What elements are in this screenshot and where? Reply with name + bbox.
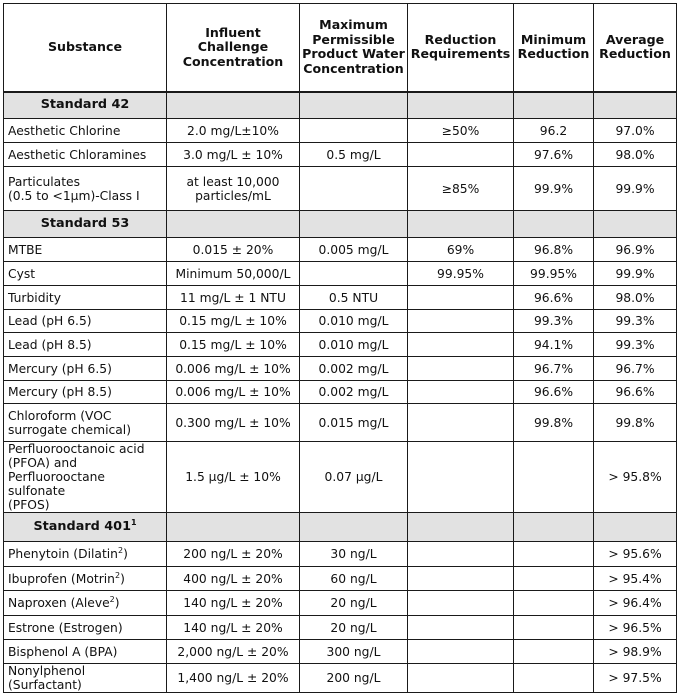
contaminant-reduction-table (3, 3, 677, 693)
reduction-requirement-cell: 69% (408, 238, 514, 262)
max-permissible-cell: 60 ng/L (300, 567, 408, 591)
average-reduction-cell: > 96.5% (594, 616, 677, 640)
influent-cell: 0.15 mg/L ± 10% (167, 333, 300, 357)
max-permissible-cell: 0.010 mg/L (300, 310, 408, 333)
average-reduction-cell: > 96.4% (594, 591, 677, 616)
influent-cell: 1.5 μg/L ± 10% (167, 442, 300, 513)
max-permissible-cell: 0.5 NTU (300, 286, 408, 310)
section-title: Standard 42 (4, 92, 167, 119)
minimum-reduction-cell (514, 442, 594, 513)
max-permissible-cell (300, 119, 408, 143)
influent-cell: 400 ng/L ± 20% (167, 567, 300, 591)
average-reduction-cell: > 97.5% (594, 664, 677, 693)
minimum-reduction-cell: 99.9% (514, 167, 594, 211)
table-row (4, 640, 677, 664)
section-blank-cell (408, 211, 514, 238)
section-blank-cell (167, 92, 300, 119)
section-title: Standard $401^1$ (4, 513, 167, 542)
substance-cell: Ibuprofen (Motrin$^2$) (4, 567, 167, 591)
reduction-requirement-cell (408, 333, 514, 357)
reduction-requirement-cell (408, 404, 514, 442)
substance-cell: Turbidity (4, 286, 167, 310)
substance-cell: Cyst (4, 262, 167, 286)
max-permissible-cell: 20 ng/L (300, 616, 408, 640)
influent-cell: 0.300 mg/L ± 10% (167, 404, 300, 442)
reduction-requirement-cell (408, 310, 514, 333)
average-reduction-cell: 96.6% (594, 381, 677, 404)
influent-cell: Minimum 50,000/L (167, 262, 300, 286)
reduction-requirement-cell (408, 616, 514, 640)
reduction-requirement-cell: ≥85% (408, 167, 514, 211)
average-reduction-cell: 98.0% (594, 143, 677, 167)
max-permissible-cell: 0.010 mg/L (300, 333, 408, 357)
section-blank-cell (408, 92, 514, 119)
header-influent-challenge-concentration: Influent Challenge Concentration (167, 4, 300, 92)
substance-cell: Nonylphenol (Surfactant) (4, 664, 167, 693)
substance-cell: Mercury (pH 6.5) (4, 357, 167, 381)
table-row (4, 381, 677, 404)
minimum-reduction-cell: 97.6% (514, 143, 594, 167)
average-reduction-cell: > 95.6% (594, 542, 677, 567)
influent-cell: 2.0 mg/L±10% (167, 119, 300, 143)
table-row (4, 119, 677, 143)
minimum-reduction-cell (514, 616, 594, 640)
minimum-reduction-cell (514, 640, 594, 664)
reduction-requirement-cell (408, 143, 514, 167)
section-blank-cell (514, 211, 594, 238)
influent-cell: 140 ng/L ± 20% (167, 591, 300, 616)
table-row (4, 542, 677, 567)
minimum-reduction-cell: 96.6% (514, 286, 594, 310)
table-row (4, 591, 677, 616)
influent-cell: 200 ng/L ± 20% (167, 542, 300, 567)
max-permissible-cell: 20 ng/L (300, 591, 408, 616)
max-permissible-cell: 0.002 mg/L (300, 381, 408, 404)
section-blank-cell (594, 211, 677, 238)
reduction-requirement-cell (408, 286, 514, 310)
substance-cell: Estrone (Estrogen) (4, 616, 167, 640)
minimum-reduction-cell (514, 664, 594, 693)
section-blank-cell (167, 211, 300, 238)
max-permissible-cell (300, 167, 408, 211)
minimum-reduction-cell (514, 591, 594, 616)
average-reduction-cell: 97.0% (594, 119, 677, 143)
section-title: Standard 53 (4, 211, 167, 238)
substance-cell: Bisphenol A (BPA) (4, 640, 167, 664)
header-substance: Substance (4, 4, 167, 92)
max-permissible-cell: 0.005 mg/L (300, 238, 408, 262)
reduction-requirement-cell (408, 591, 514, 616)
average-reduction-cell: > 95.8% (594, 442, 677, 513)
reduction-requirement-cell (408, 542, 514, 567)
max-permissible-cell: 0.015 mg/L (300, 404, 408, 442)
header-maximum-permissible-concentration: Maximum Permissible Product Water Concentration (300, 4, 408, 92)
average-reduction-cell: > 98.9% (594, 640, 677, 664)
section-blank-cell (300, 513, 408, 542)
table-row (4, 143, 677, 167)
influent-cell: at least 10,000 particles/mL (167, 167, 300, 211)
footnote-marker: 1 (130, 518, 137, 527)
average-reduction-cell: 99.9% (594, 262, 677, 286)
influent-cell: 0.006 mg/L ± 10% (167, 381, 300, 404)
section-blank-cell (514, 92, 594, 119)
reduction-requirement-cell (408, 664, 514, 693)
substance-cell: Lead (pH 6.5) (4, 310, 167, 333)
header-minimum-reduction: Minimum Reduction (514, 4, 594, 92)
section-blank-cell (300, 92, 408, 119)
influent-cell: 140 ng/L ± 20% (167, 616, 300, 640)
section-header-row (4, 513, 677, 542)
table-row (4, 310, 677, 333)
minimum-reduction-cell: 96.8% (514, 238, 594, 262)
average-reduction-cell: 96.7% (594, 357, 677, 381)
minimum-reduction-cell: 99.95% (514, 262, 594, 286)
substance-cell: MTBE (4, 238, 167, 262)
max-permissible-cell: 0.07 μg/L (300, 442, 408, 513)
max-permissible-cell: 300 ng/L (300, 640, 408, 664)
average-reduction-cell: 98.0% (594, 286, 677, 310)
reduction-requirement-cell (408, 442, 514, 513)
average-reduction-cell: 99.9% (594, 167, 677, 211)
footnote-marker: 2 (117, 546, 124, 555)
average-reduction-cell: 96.9% (594, 238, 677, 262)
substance-cell: Perfluorooctanoic acid (PFOA) and Perfluorooctane sulfonate (PFOS) (4, 442, 167, 513)
average-reduction-cell: 99.3% (594, 310, 677, 333)
table-row (4, 616, 677, 640)
max-permissible-cell (300, 262, 408, 286)
substance-cell: Aesthetic Chlorine (4, 119, 167, 143)
minimum-reduction-cell (514, 542, 594, 567)
max-permissible-cell: 200 ng/L (300, 664, 408, 693)
table-row (4, 357, 677, 381)
reduction-requirement-cell (408, 381, 514, 404)
header-average-reduction: Average Reduction (594, 4, 677, 92)
substance-cell: Particulates (0.5 to <1μm)-Class I (4, 167, 167, 211)
substance-cell: Phenytoin (Dilatin$^2$) (4, 542, 167, 567)
influent-cell: 0.15 mg/L ± 10% (167, 310, 300, 333)
header-row (4, 4, 677, 92)
reduction-requirement-cell (408, 640, 514, 664)
section-header-row (4, 92, 677, 119)
table-row (4, 167, 677, 211)
substance-cell: Mercury (pH 8.5) (4, 381, 167, 404)
minimum-reduction-cell (514, 567, 594, 591)
footnote-marker: 2 (109, 595, 115, 604)
substance-cell: Chloroform (VOC surrogate chemical) (4, 404, 167, 442)
average-reduction-cell: > 95.4% (594, 567, 677, 591)
table-row (4, 238, 677, 262)
max-permissible-cell: 30 ng/L (300, 542, 408, 567)
table-row (4, 664, 677, 693)
max-permissible-cell: 0.002 mg/L (300, 357, 408, 381)
minimum-reduction-cell: 94.1% (514, 333, 594, 357)
reduction-requirement-cell: ≥50% (408, 119, 514, 143)
header-reduction-requirements: Reduction Requirements (408, 4, 514, 92)
section-header-row (4, 211, 677, 238)
influent-cell: 2,000 ng/L ± 20% (167, 640, 300, 664)
substance-cell: Aesthetic Chloramines (4, 143, 167, 167)
section-blank-cell (167, 513, 300, 542)
footnote-marker: 2 (114, 570, 121, 580)
table-row (4, 286, 677, 310)
table-row (4, 262, 677, 286)
table-row (4, 333, 677, 357)
section-blank-cell (594, 513, 677, 542)
table-row (4, 404, 677, 442)
minimum-reduction-cell: 96.2 (514, 119, 594, 143)
substance-cell: Naproxen (Aleve$^2$) (4, 591, 167, 616)
section-blank-cell (300, 211, 408, 238)
average-reduction-cell: 99.8% (594, 404, 677, 442)
influent-cell: 1,400 ng/L ± 20% (167, 664, 300, 693)
table-body (4, 92, 677, 693)
influent-cell: 0.015 ± 20% (167, 238, 300, 262)
section-blank-cell (514, 513, 594, 542)
reduction-requirement-cell: 99.95% (408, 262, 514, 286)
average-reduction-cell: 99.3% (594, 333, 677, 357)
table-row (4, 442, 677, 513)
influent-cell: 3.0 mg/L ± 10% (167, 143, 300, 167)
substance-cell: Lead (pH 8.5) (4, 333, 167, 357)
minimum-reduction-cell: 96.7% (514, 357, 594, 381)
minimum-reduction-cell: 96.6% (514, 381, 594, 404)
reduction-requirement-cell (408, 357, 514, 381)
minimum-reduction-cell: 99.8% (514, 404, 594, 442)
minimum-reduction-cell: 99.3% (514, 310, 594, 333)
table-row (4, 567, 677, 591)
reduction-requirement-cell (408, 567, 514, 591)
influent-cell: 0.006 mg/L ± 10% (167, 357, 300, 381)
section-blank-cell (594, 92, 677, 119)
max-permissible-cell: 0.5 mg/L (300, 143, 408, 167)
influent-cell: 11 mg/L ± 1 NTU (167, 286, 300, 310)
section-blank-cell (408, 513, 514, 542)
